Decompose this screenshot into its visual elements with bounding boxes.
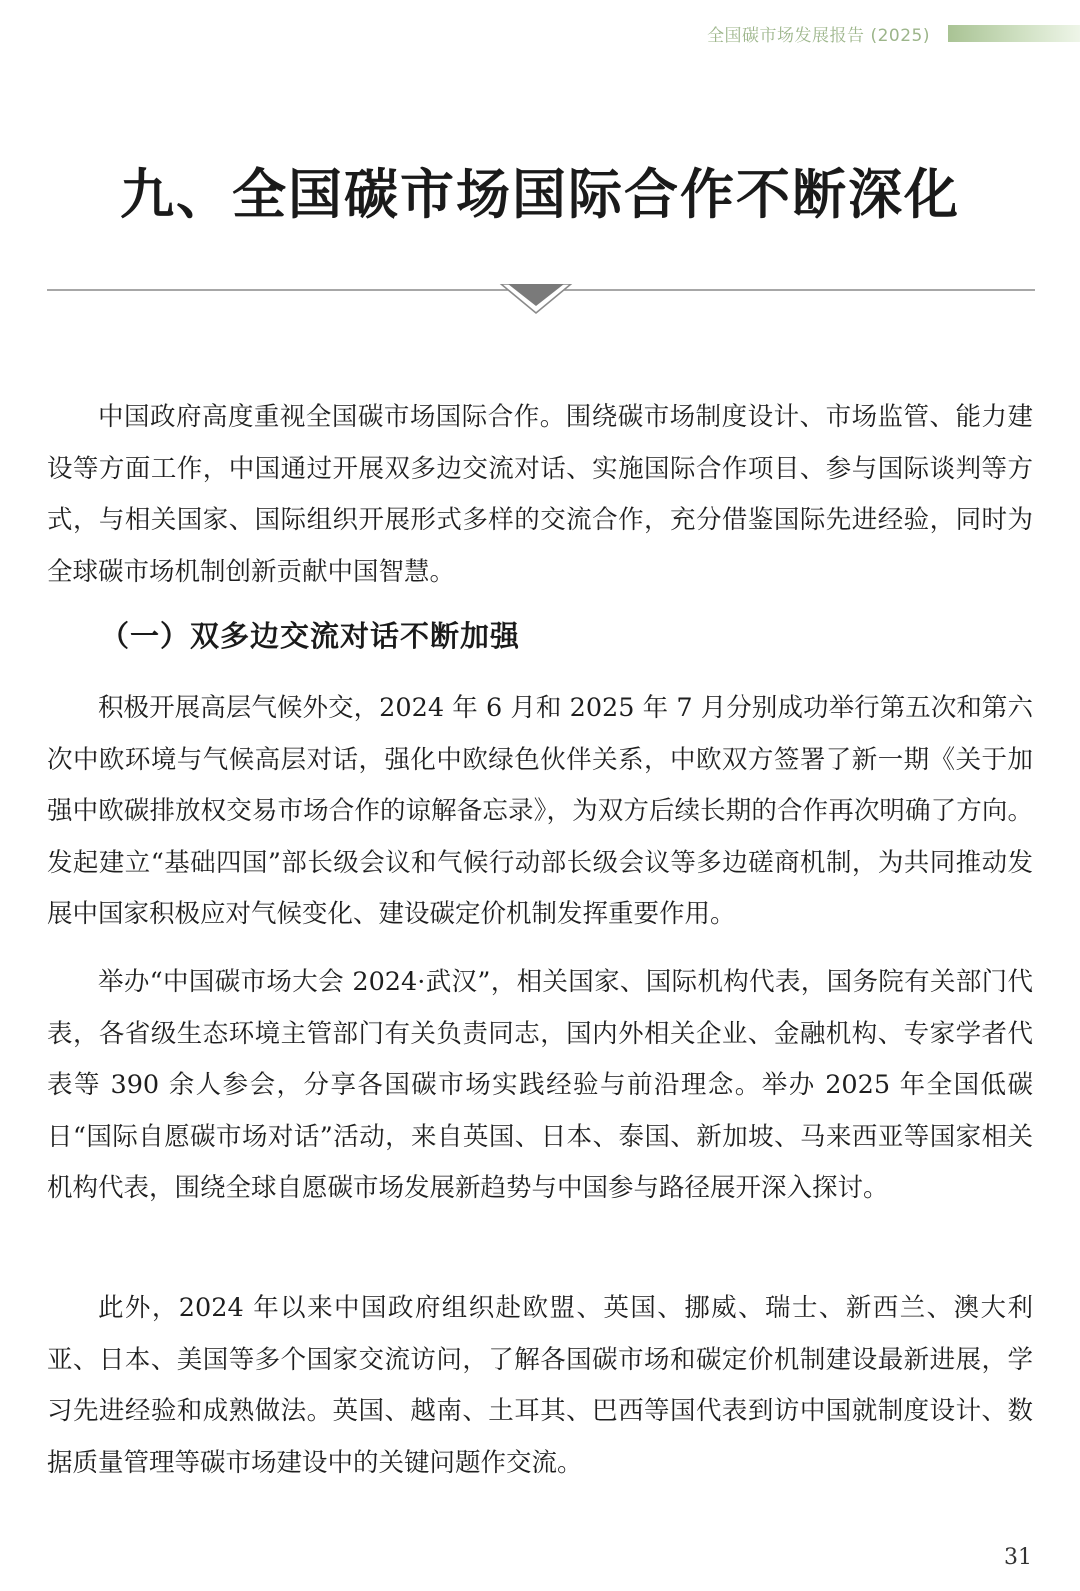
intro-paragraph: 中国政府高度重视全国碳市场国际合作。围绕碳市场制度设计、市场监管、能力建设等方面工作，中国通过开展双多边交流对话、实施国际合作项目、参与国际谈判等方式，与相关国家、国际组织开展形式多样的交流合作，充分借鉴国际先进经验，同时为全球碳市场机制创新贡献中国智慧。 (47, 402, 1033, 587)
running-header (707, 18, 1080, 48)
visits-paragraph: 此外，2024 年以来中国政府组织赴欧盟、英国、挪威、瑞士、新西兰、澳大利亚、日本、美国等多个国家交流访问，了解各国碳市场和碳定价机制建设最新进展，学习先进经验和成熟做法。英国、越南、土耳其、巴西等国代表到访中国就制度设计、数据质量管理等碳市场建设中的关键问题作交流。 (47, 1293, 1033, 1478)
title-divider (47, 284, 1035, 318)
conference-paragraph: 举办“中国碳市场大会 2024·武汉”，相关国家、国际机构代表，国务院有关部门代表，各省级生态环境主管部门有关负责同志，国内外相关企业、金融机构、专家学者代表等 390 余人参会，分享各国碳市场实践经验与前沿理念。举办 2025 年全国低碳日“国际自愿碳市场对话”活动，来自英国、日本、泰国、新加坡、马来西亚等国家相关机构代表，围绕全球自愿碳市场发展新趋势与中国参与路径展开深入探讨。 (47, 967, 1033, 1203)
chapter-title: 九、全国碳市场国际合作不断深化 (120, 162, 960, 226)
page-number: 31 (1004, 1545, 1032, 1570)
dialogue-paragraph: 积极开展高层气候外交，2024 年 6 月和 2025 年 7 月分别成功举行第五次和第六次中欧环境与气候高层对话，强化中欧绿色伙伴关系，中欧双方签署了新一期《关于加强中欧碳排放权交易市场合作的谅解备忘录》，为双方后续长期的合作再次明确了方向。发起建立“基础四国”部长级会议和气候行动部长级会议等多边磋商机制，为共同推动发展中国家积极应对气候变化、建设碳定价机制发挥重要作用。 (47, 693, 1033, 929)
section-heading-1: （一）双多边交流对话不断加强 (100, 619, 521, 653)
header-accent-bar (948, 25, 1080, 42)
running-header-title: 全国碳市场发展报告 (2025) (707, 25, 930, 46)
